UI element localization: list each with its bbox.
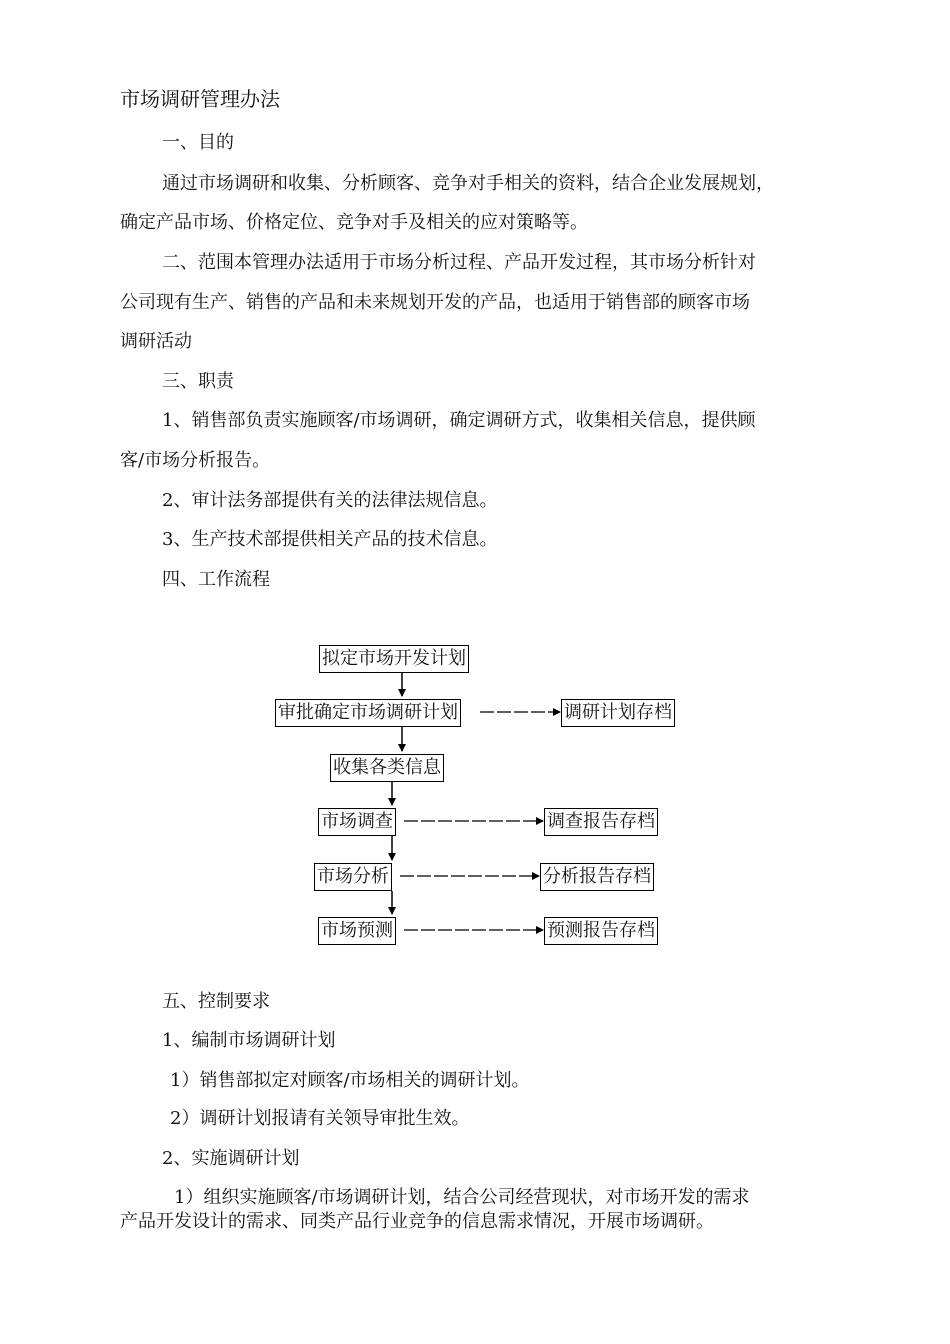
section-5-1: 1、编制市场调研计划: [162, 1030, 336, 1051]
flow-step-approve-plan: 审批确定市场调研计划: [275, 699, 461, 727]
section-2-line-3: 调研活动: [120, 331, 192, 352]
document-title: 市场调研管理办法: [120, 87, 280, 111]
flow-archive-survey: 调查报告存档: [544, 808, 658, 836]
section-5-1-2: 2）调研计划报请有关领导审批生效。: [170, 1108, 470, 1129]
section-5-heading: 五、控制要求: [162, 991, 270, 1012]
flow-archive-analysis: 分析报告存档: [540, 863, 654, 891]
section-3-item-1-line-2: 客/市场分析报告。: [120, 450, 271, 471]
section-3-item-1-line-1: 1、销售部负责实施顾客/市场调研，确定调研方式，收集相关信息，提供顾: [162, 410, 756, 431]
flow-archive-plan: 调研计划存档: [561, 699, 675, 727]
section-1-body-line-1: 通过市场调研和收集、分析顾客、竞争对手相关的资料，结合企业发展规划，: [162, 173, 774, 194]
flow-step-forecast: 市场预测: [318, 917, 396, 945]
section-5-2-1-line-1: 1）组织实施顾客/市场调研计划，结合公司经营现状，对市场开发的需求: [174, 1187, 750, 1208]
flow-step-draft-plan: 拟定市场开发计划: [319, 645, 469, 673]
section-2-line-2: 公司现有生产、销售的产品和未来规划开发的产品，也适用于销售部的顾客市场: [120, 292, 750, 313]
section-5-2-1-line-2: 产品开发设计的需求、同类产品行业竞争的信息需求情况，开展市场调研。: [120, 1211, 714, 1232]
flow-step-survey: 市场调查: [318, 808, 396, 836]
section-3-item-3: 3、生产技术部提供相关产品的技术信息。: [162, 529, 498, 550]
flow-step-analysis: 市场分析: [314, 863, 392, 891]
flow-step-collect-info: 收集各类信息: [330, 754, 444, 782]
section-4-heading: 四、工作流程: [162, 569, 270, 590]
section-5-1-1: 1）销售部拟定对顾客/市场相关的调研计划。: [170, 1070, 530, 1091]
section-5-2: 2、实施调研计划: [162, 1148, 300, 1169]
section-3-heading: 三、职责: [162, 371, 234, 392]
section-1-body-line-2: 确定产品市场、价格定位、竞争对手及相关的应对策略等。: [120, 212, 588, 233]
flow-archive-forecast: 预测报告存档: [544, 917, 658, 945]
section-3-item-2: 2、审计法务部提供有关的法律法规信息。: [162, 490, 498, 511]
section-1-heading: 一、目的: [162, 132, 234, 153]
section-2-line-1: 二、范围本管理办法适用于市场分析过程、产品开发过程，其市场分析针对: [162, 252, 756, 273]
